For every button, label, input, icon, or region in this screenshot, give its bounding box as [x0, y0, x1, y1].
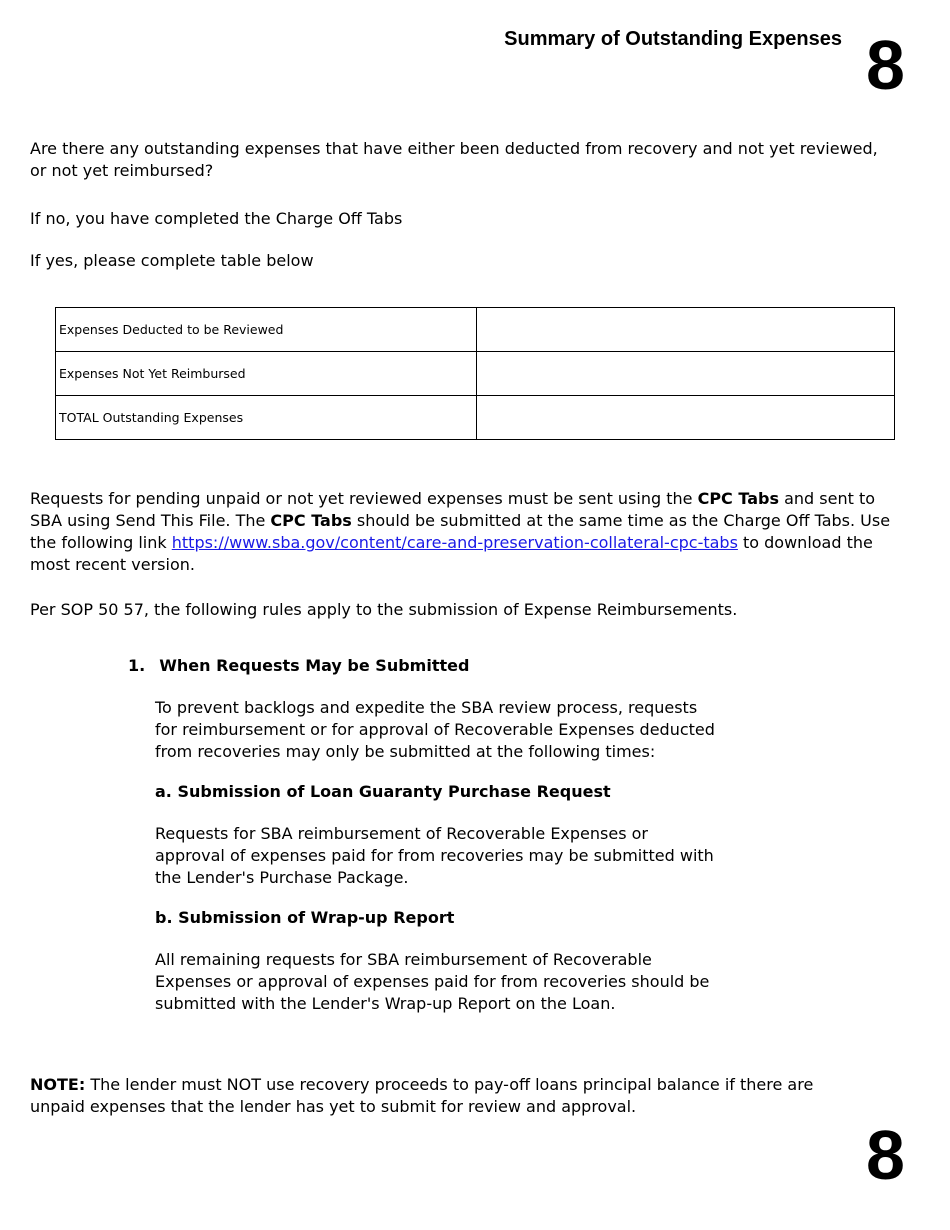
requests-text-1: Requests for pending unpaid or not yet reviewed expenses must be sent using the: [30, 489, 698, 508]
sub-b-heading: b. Submission of Wrap-up Report: [155, 908, 455, 927]
rule-number: 1.: [128, 656, 146, 675]
total-outstanding-value-cell[interactable]: [477, 396, 895, 440]
note-label: NOTE:: [30, 1075, 86, 1094]
if-yes-text: If yes, please complete table below: [30, 251, 314, 270]
if-no-text: If no, you have completed the Charge Off Tabs: [30, 209, 403, 228]
intro-question: Are there any outstanding expenses that have either been deducted from recovery and not yet reviewed, or not yet reimbursed?: [30, 139, 878, 180]
expenses-not-reimbursed-label: Expenses Not Yet Reimbursed: [56, 352, 477, 396]
table-row: [56, 308, 895, 352]
page-number-bottom: 8: [866, 1116, 905, 1194]
cpc-tabs-term: CPC Tabs: [697, 489, 779, 508]
requests-text-2: and sent to SBA using Send This File. The: [30, 489, 875, 530]
rule-heading: [128, 655, 728, 677]
page-title: Summary of Outstanding Expenses: [504, 28, 842, 50]
rule-intro: To prevent backlogs and expedite the SBA review process, requests for reimbursement or for approval of Recoverable Expenses deducted from recoveries may only be submitted at the following times:: [155, 698, 715, 761]
requests-paragraph: [30, 488, 900, 576]
note-text: The lender must NOT use recovery proceeds to pay-off loans principal balance if there are unpaid expenses that the lender has yet to submit for review and approval.: [30, 1075, 814, 1116]
requests-text-4: to download the most recent version.: [30, 533, 873, 574]
note-paragraph: [30, 1074, 860, 1118]
page-number-top: 8: [866, 26, 905, 104]
sub-b-text: All remaining requests for SBA reimbursement of Recoverable Expenses or approval of expenses paid for from recoveries should be submitted with the Lender's Wrap-up Report on the Loan.: [155, 950, 710, 1013]
expenses-deducted-value-cell[interactable]: [477, 308, 895, 352]
total-outstanding-label: TOTAL Outstanding Expenses: [56, 396, 477, 440]
expenses-deducted-label: Expenses Deducted to be Reviewed: [56, 308, 477, 352]
table-row: [56, 352, 895, 396]
cpc-tabs-link[interactable]: https://www.sba.gov/content/care-and-preservation-collateral-cpc-tabs: [171, 533, 738, 552]
rule-heading-text: When Requests May be Submitted: [159, 656, 470, 675]
cpc-tabs-term: CPC Tabs: [270, 511, 352, 530]
expense-table: [55, 307, 895, 440]
sub-a-text: Requests for SBA reimbursement of Recoverable Expenses or approval of expenses paid for from recoveries may be submitted with the Lender's Purchase Package.: [155, 824, 714, 887]
table-row: [56, 396, 895, 440]
requests-text-3: should be submitted at the same time as the Charge Off Tabs. Use the following link: [30, 511, 891, 552]
sop-line: Per SOP 50 57, the following rules apply to the submission of Expense Reimbursements.: [30, 600, 738, 619]
sub-a-heading: a. Submission of Loan Guaranty Purchase Request: [155, 782, 611, 801]
expenses-not-reimbursed-value-cell[interactable]: [477, 352, 895, 396]
